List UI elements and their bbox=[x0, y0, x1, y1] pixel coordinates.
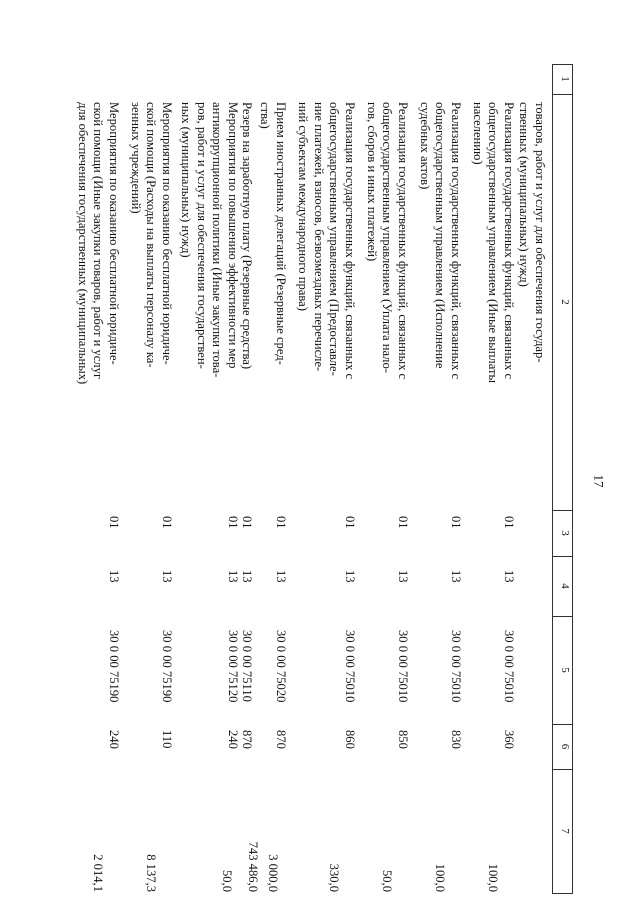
row-name-line: судебных актов) bbox=[418, 102, 432, 190]
row-sum: 330,0 bbox=[327, 863, 341, 892]
budget-table bbox=[63, 64, 573, 894]
row-target-article: 30 0 00 75020 bbox=[274, 630, 288, 703]
row-podrazdel: 13 bbox=[107, 570, 121, 583]
row-name-line: товаров, работ и услуг для обеспечения государ- bbox=[533, 102, 547, 363]
row-podrazdel: 13 bbox=[160, 570, 174, 583]
row-sum: 50,0 bbox=[220, 869, 234, 892]
row-name-line: ние платежей, взносов, безвозмездных перечисле- bbox=[312, 102, 326, 372]
row-name-line: общегосударственным управлением (Иные выплаты bbox=[486, 102, 501, 383]
row-sum: 50,0 bbox=[380, 869, 394, 892]
row-expense-type: 870 bbox=[274, 730, 288, 749]
row-name-line: Прием иностранных делегаций (Резервные сред- bbox=[274, 102, 288, 365]
row-name-line: Мероприятия по оказанию бесплатной юридиче- bbox=[160, 102, 174, 365]
row-name bbox=[417, 102, 464, 502]
row-name-line: ства) bbox=[258, 102, 273, 129]
row-name-line: Мероприятия по оказанию бесплатной юридиче- bbox=[107, 102, 121, 365]
row-razdel: 01 bbox=[502, 516, 516, 529]
row-name-line: Реализация государственных функций, связанных с bbox=[343, 102, 357, 380]
row-name-line: антикоррупционной политики (Иные закупки това- bbox=[210, 102, 225, 378]
row-podrazdel: 13 bbox=[226, 570, 240, 583]
row-name-line: общегосударственным управлением (Предоставле- bbox=[327, 102, 342, 376]
column-number-7: 7 bbox=[559, 828, 571, 834]
row-razdel: 01 bbox=[396, 516, 410, 529]
row-name bbox=[128, 102, 175, 502]
row-name-line: общегосударственным управлением (Уплата нало- bbox=[380, 102, 395, 373]
row-target-article: 30 0 00 75010 bbox=[449, 630, 463, 703]
row-name-line: ров, работ и услуг для обеспечения государствен- bbox=[195, 102, 209, 369]
row-name-line: для обеспечения государственных (муниципальных) bbox=[76, 102, 90, 385]
budget-table-rotated bbox=[63, 64, 573, 894]
row-name-line: Реализация государственных функций, связанных с bbox=[449, 102, 463, 380]
row-name-line: Реализация государственных функций, связанных с bbox=[396, 102, 410, 380]
row-expense-type: 240 bbox=[107, 730, 121, 749]
row-target-article: 30 0 00 75010 bbox=[343, 630, 357, 703]
row-expense-type: 850 bbox=[396, 730, 410, 749]
row-name-line: зенных учреждений) bbox=[129, 102, 143, 214]
row-podrazdel: 13 bbox=[449, 570, 463, 583]
row-expense-type: 240 bbox=[226, 730, 240, 749]
row-name-line: Резерв на заработную плату (Резервные средства) bbox=[240, 102, 254, 370]
row-name-line: общегосударственным управлением (Исполнение bbox=[433, 102, 448, 369]
row-name bbox=[470, 102, 517, 502]
row-name-line: Реализация государственных функций, связанных с bbox=[502, 102, 516, 380]
row-target-article: 30 0 00 75010 bbox=[502, 630, 516, 703]
row-expense-type: 860 bbox=[343, 730, 357, 749]
column-number-1: 1 bbox=[559, 76, 571, 82]
row-razdel: 01 bbox=[449, 516, 463, 529]
row-target-article: 30 0 00 75110 bbox=[240, 630, 254, 702]
row-name bbox=[295, 102, 357, 502]
row-target-article: 30 0 00 75190 bbox=[160, 630, 174, 703]
row-target-article: 30 0 00 75190 bbox=[107, 630, 121, 703]
row-podrazdel: 13 bbox=[396, 570, 410, 583]
row-name bbox=[239, 102, 255, 502]
row-name bbox=[516, 102, 547, 502]
row-name-line: населению) bbox=[471, 102, 485, 165]
row-razdel: 01 bbox=[226, 516, 240, 529]
row-name-line: Мероприятия по повышению эффективности мер bbox=[226, 102, 240, 369]
row-podrazdel: 13 bbox=[274, 570, 288, 583]
row-podrazdel: 13 bbox=[240, 570, 254, 583]
row-sum: 100,0 bbox=[486, 863, 500, 892]
row-podrazdel: 13 bbox=[502, 570, 516, 583]
row-razdel: 01 bbox=[240, 516, 254, 529]
row-podrazdel: 13 bbox=[343, 570, 357, 583]
row-sum: 100,0 bbox=[433, 863, 447, 892]
row-expense-type: 830 bbox=[449, 730, 463, 749]
row-name-line: гов, сборов и иных платежей) bbox=[365, 102, 379, 262]
row-expense-type: 110 bbox=[160, 730, 174, 749]
row-name bbox=[178, 102, 240, 502]
row-name-line: ской помощи (Иные закупки товаров, работ и услуг bbox=[91, 102, 106, 380]
column-number-3: 3 bbox=[559, 530, 571, 536]
row-name bbox=[257, 102, 288, 502]
row-name bbox=[75, 102, 122, 502]
row-name-line: ных (муниципальных) нужд) bbox=[179, 102, 194, 258]
row-sum: 2 014,1 bbox=[91, 854, 105, 892]
column-number-4: 4 bbox=[559, 583, 571, 589]
row-target-article: 30 0 00 75120 bbox=[226, 630, 240, 703]
row-razdel: 01 bbox=[160, 516, 174, 529]
row-name-line: ний субъектам международного права) bbox=[296, 102, 311, 311]
column-number-6: 6 bbox=[559, 743, 571, 750]
row-name-line: ской помощи (Расходы на выплаты персоналу ка- bbox=[144, 102, 159, 368]
row-name-line: ственных (муниципальных) нужд) bbox=[517, 102, 532, 287]
row-sum: 3 000,0 bbox=[266, 854, 280, 892]
row-razdel: 01 bbox=[274, 516, 288, 529]
row-name bbox=[364, 102, 411, 502]
row-target-article: 30 0 00 75010 bbox=[396, 630, 410, 703]
column-number-2: 2 bbox=[559, 299, 571, 305]
row-expense-type: 870 bbox=[240, 730, 254, 749]
row-razdel: 01 bbox=[107, 516, 121, 529]
page-number: 17 bbox=[591, 474, 607, 488]
row-sum: 8 137,3 bbox=[144, 854, 158, 892]
column-number-5: 5 bbox=[559, 667, 571, 673]
row-expense-type: 360 bbox=[502, 730, 516, 749]
row-sum: 743 486,0 bbox=[246, 841, 260, 892]
row-razdel: 01 bbox=[343, 516, 357, 529]
col-divider bbox=[553, 893, 573, 894]
